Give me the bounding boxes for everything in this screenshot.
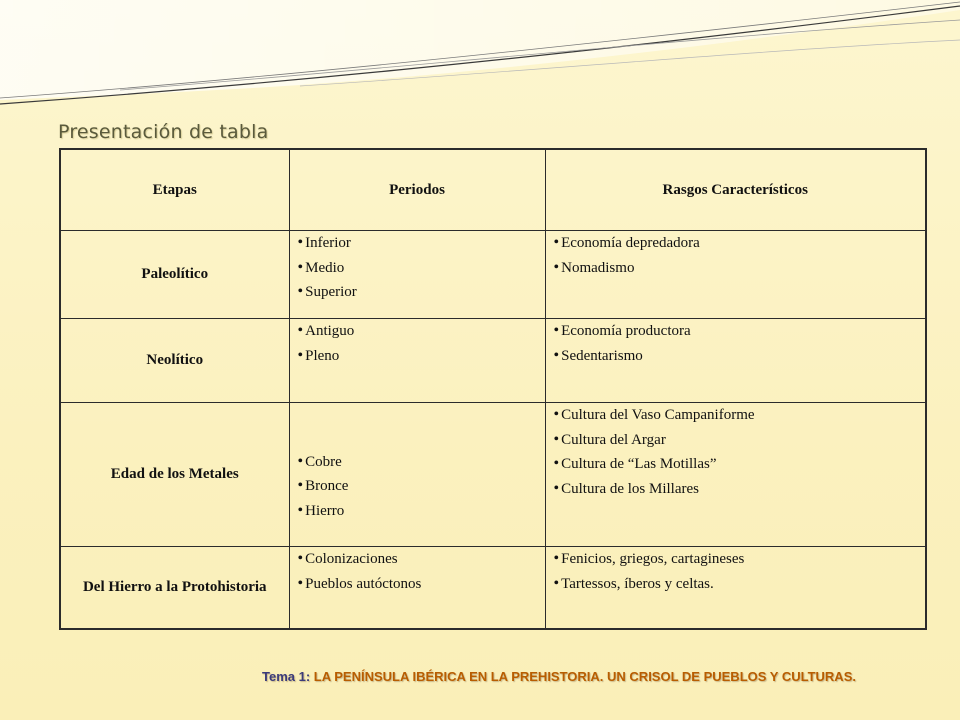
list-item: • Pueblos autóctonos: [298, 572, 537, 597]
decorative-waves: [0, 0, 960, 120]
table-row: [60, 319, 926, 403]
header-rasgos: Rasgos Característicos: [545, 149, 926, 231]
list-item: • Nomadismo: [554, 256, 918, 281]
list-item: • Colonizaciones: [298, 547, 537, 572]
rasgos-list: [554, 547, 918, 596]
header-etapas: Etapas: [60, 149, 289, 231]
periodos-cell: [289, 231, 545, 319]
list-item: • Cultura del Vaso Campaniforme: [554, 403, 918, 428]
rasgos-list: [554, 319, 918, 368]
list-item: • Antiguo: [298, 319, 537, 344]
table-row: [60, 231, 926, 319]
table-row: [60, 403, 926, 547]
table-row: [60, 547, 926, 630]
rasgos-cell: [545, 403, 926, 547]
list-item: • Tartessos, íberos y celtas.: [554, 572, 918, 597]
list-item: • Cultura de los Millares: [554, 477, 918, 502]
list-item: • Bronce: [298, 474, 537, 499]
list-item: • Economía depredadora: [554, 231, 918, 256]
periodos-list: [298, 547, 537, 596]
list-item: • Hierro: [298, 499, 537, 524]
periods-table: [59, 148, 927, 630]
periodos-cell: [289, 403, 545, 547]
slide-footer: [262, 669, 952, 684]
table-header-row: [60, 149, 926, 231]
list-item: • Inferior: [298, 231, 537, 256]
periodos-list: [298, 231, 537, 305]
rasgos-cell: [545, 319, 926, 403]
periodos-cell: [289, 319, 545, 403]
etapa-cell: Paleolítico: [60, 231, 289, 319]
periodos-list: [298, 319, 537, 368]
rasgos-list: [554, 403, 918, 501]
etapa-cell: Edad de los Metales: [60, 403, 289, 547]
list-item: • Economía productora: [554, 319, 918, 344]
etapa-cell: Neolítico: [60, 319, 289, 403]
rasgos-cell: [545, 547, 926, 630]
list-item: • Fenicios, griegos, cartagineses: [554, 547, 918, 572]
list-item: • Medio: [298, 256, 537, 281]
list-item: • Pleno: [298, 344, 537, 369]
footer-label: Tema 1:: [262, 669, 311, 684]
rasgos-cell: [545, 231, 926, 319]
etapa-cell: Del Hierro a la Protohistoria: [60, 547, 289, 630]
rasgos-list: [554, 231, 918, 280]
header-periodos: Periodos: [289, 149, 545, 231]
periodos-list: [298, 450, 537, 524]
list-item: • Sedentarismo: [554, 344, 918, 369]
footer-text: LA PENÍNSULA IBÉRICA EN LA PREHISTORIA. UN CRISOL DE PUEBLOS Y CULTURAS.: [310, 669, 856, 684]
list-item: • Superior: [298, 280, 537, 305]
slide-title: Presentación de tabla: [58, 121, 269, 143]
list-item: • Cobre: [298, 450, 537, 475]
list-item: • Cultura de “Las Motillas”: [554, 452, 918, 477]
periodos-cell: [289, 547, 545, 630]
list-item: • Cultura del Argar: [554, 428, 918, 453]
